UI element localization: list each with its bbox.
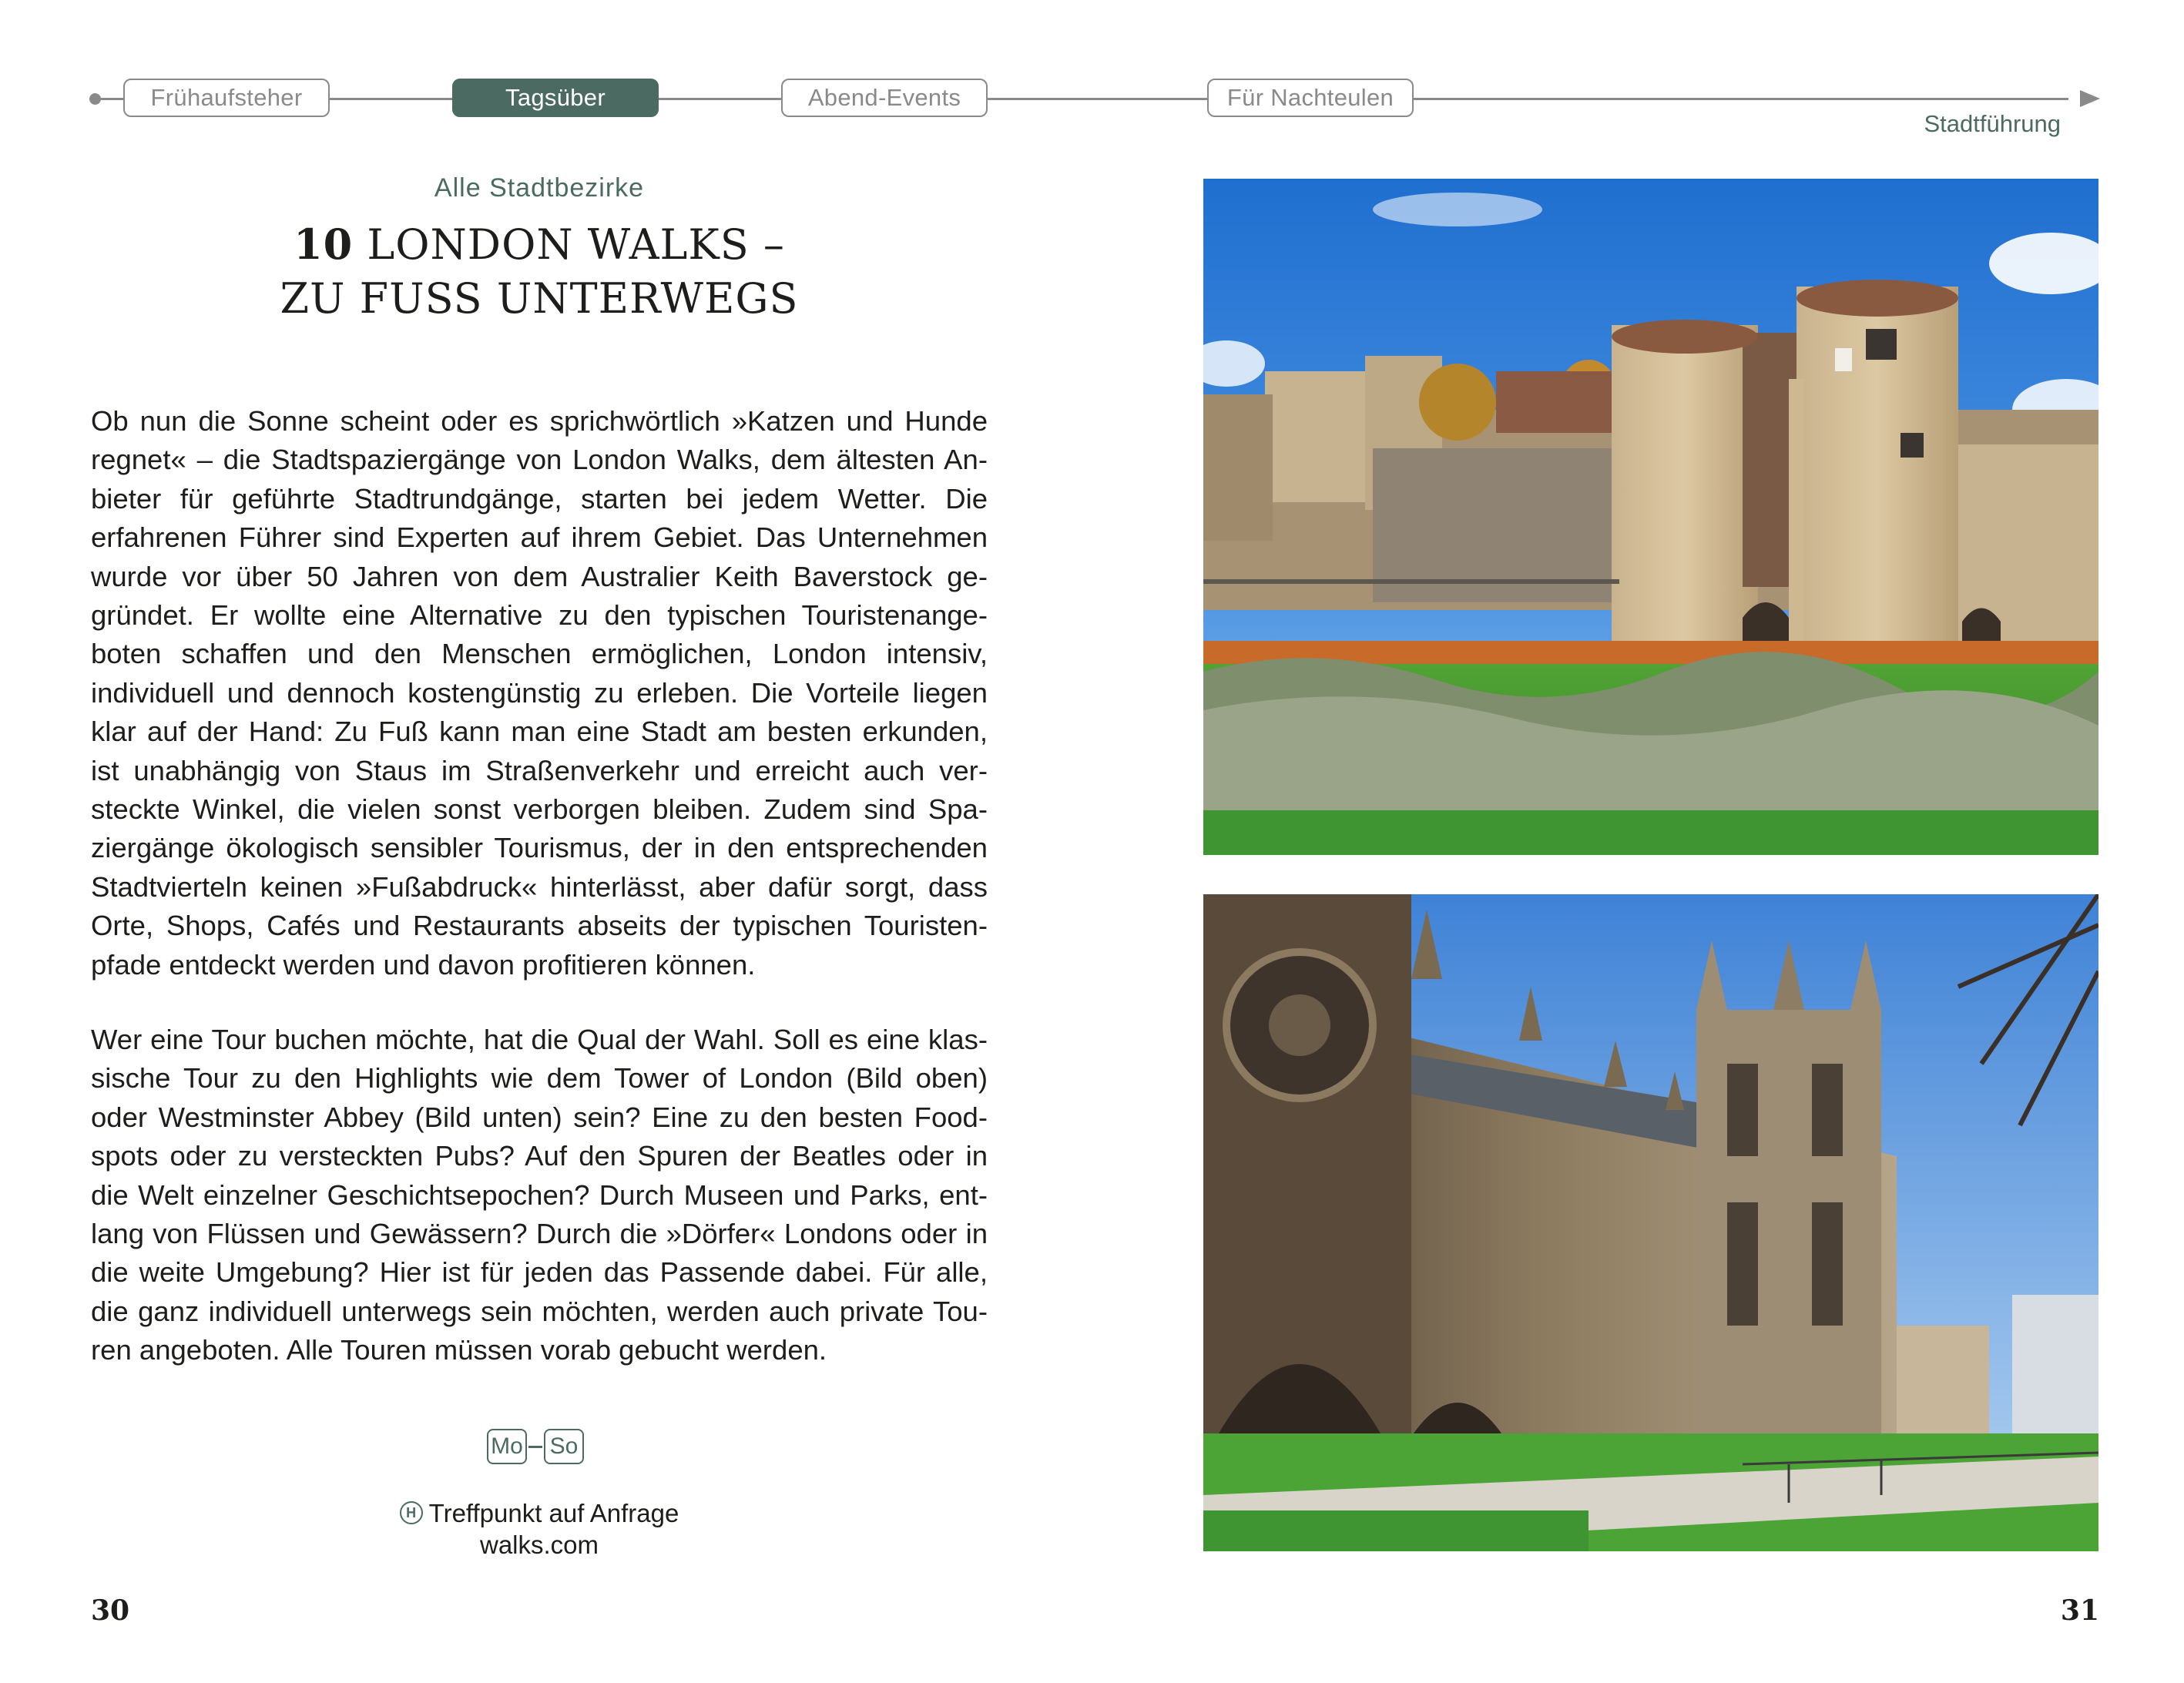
meeting-point-icon: H bbox=[400, 1501, 423, 1524]
paragraph-2-line: lang von Flüssen und Gewässern? Durch die »Dörfer« Londons oder in bbox=[91, 1218, 988, 1250]
photo-tower-of-london bbox=[1203, 179, 2098, 855]
opening-days bbox=[487, 1429, 584, 1464]
website-link[interactable]: walks.com bbox=[479, 1530, 599, 1559]
tab-fuer-nachteulen[interactable]: Für Nachteulen bbox=[1207, 79, 1414, 117]
category-label: Stadtführung bbox=[1924, 110, 2061, 137]
paragraph-1-line: ziergänge ökologisch sensibler Tourismus, der in den entsprechenden bbox=[91, 832, 988, 864]
paragraph-1-line: bieter für geführte Stadtrundgänge, starten bei jedem Wetter. Die bbox=[91, 482, 988, 515]
paragraph-1-line: gründet. Er wollte eine Alternative zu den typischen Touristenange- bbox=[91, 599, 988, 632]
district-label: Alle Stadtbezirke bbox=[434, 173, 645, 203]
paragraph-1-line: regnet« – die Stadtspaziergänge von London Walks, dem ältesten An- bbox=[91, 444, 988, 476]
day-to-badge: So bbox=[544, 1429, 584, 1464]
tab-tagsueber[interactable]: Tagsüber bbox=[452, 79, 659, 117]
paragraph-1-line: erfahrenen Führer sind Experten auf ihrem Gebiet. Das Unternehmen bbox=[91, 521, 988, 554]
paragraph-2-line: oder Westminster Abbey (Bild unten) sein? Eine zu den besten Food- bbox=[91, 1101, 988, 1133]
paragraph-1-line: wurde vor über 50 Jahren von dem Australier Keith Baverstock ge- bbox=[91, 560, 988, 592]
paragraph-2-line: Wer eine Tour buchen möchte, hat die Qual der Wahl. Soll es eine klas- bbox=[91, 1024, 988, 1055]
paragraph-1-line: steckte Winkel, die vielen sonst verborgen bleiben. Zudem sind Spa- bbox=[91, 793, 988, 826]
page-number-right: 31 bbox=[2060, 1594, 2099, 1627]
paragraph-1-line: Stadtvierteln keinen »Fußabdruck« hinterlässt, aber dafür sorgt, dass bbox=[91, 870, 988, 903]
paragraph-1-line: boten schaffen und den Menschen ermöglichen, London intensiv, bbox=[91, 638, 988, 670]
day-range-dash bbox=[528, 1446, 542, 1448]
title-number: 10 bbox=[294, 220, 354, 269]
paragraph-2-line: die weite Umgebung? Hier ist für jeden das Passende dabei. Für alle, bbox=[91, 1256, 988, 1289]
paragraph-1 bbox=[91, 402, 988, 984]
tab-fruehaufsteher[interactable]: Frühaufsteher bbox=[123, 79, 330, 117]
timeline-start-dot bbox=[89, 93, 101, 105]
paragraph-1-line: klar auf der Hand: Zu Fuß kann man eine Stadt am besten erkunden, bbox=[91, 716, 988, 748]
paragraph-1-line: pfade entdeckt werden und davon profitieren können. bbox=[91, 948, 756, 981]
paragraph-2-line: die Welt einzelner Geschichtsepochen? Durch Museen und Parks, ent- bbox=[91, 1178, 988, 1211]
tab-abend-events[interactable]: Abend-Events bbox=[781, 79, 988, 117]
title-line-1 bbox=[91, 217, 988, 272]
paragraph-1-line: Ob nun die Sonne scheint oder es sprichwörtlich »Katzen und Hunde bbox=[91, 405, 988, 437]
page-title bbox=[91, 217, 988, 326]
timeline-arrow-icon bbox=[2080, 90, 2100, 107]
meeting-point-text: Treffpunkt auf Anfrage bbox=[428, 1499, 679, 1527]
paragraph-1-line: individuell und dennoch kostengünstig zu erleben. Die Vorteile liegen bbox=[91, 676, 988, 709]
paragraph-2 bbox=[91, 1021, 988, 1370]
paragraph-2-line: die ganz individuell unterwegs sein möchten, werden auch private Tou- bbox=[91, 1295, 988, 1327]
paragraph-2-line: ren angeboten. Alle Touren müssen vorab gebucht werden. bbox=[91, 1334, 827, 1366]
paragraph-1-line: ist unabhängig von Staus im Straßenverkehr und erreicht auch ver- bbox=[91, 754, 988, 786]
paragraph-2-line: spots oder zu versteckten Pubs? Auf den Spuren der Beatles oder in bbox=[91, 1140, 988, 1172]
day-from-badge: Mo bbox=[487, 1429, 527, 1464]
page-number-left: 30 bbox=[91, 1594, 130, 1627]
meeting-point bbox=[91, 1497, 988, 1530]
title-line-2: ZU FUSS UNTERWEGS bbox=[280, 274, 799, 323]
title-text-1: LONDON WALKS – bbox=[367, 220, 785, 269]
photo-westminster-abbey bbox=[1203, 894, 2098, 1551]
paragraph-2-line: sische Tour zu den Highlights wie dem Tower of London (Bild oben) bbox=[91, 1062, 988, 1095]
paragraph-1-line: Orte, Shops, Cafés und Restaurants abseits der typischen Touristen- bbox=[91, 910, 988, 942]
timeline-line bbox=[96, 98, 2068, 100]
